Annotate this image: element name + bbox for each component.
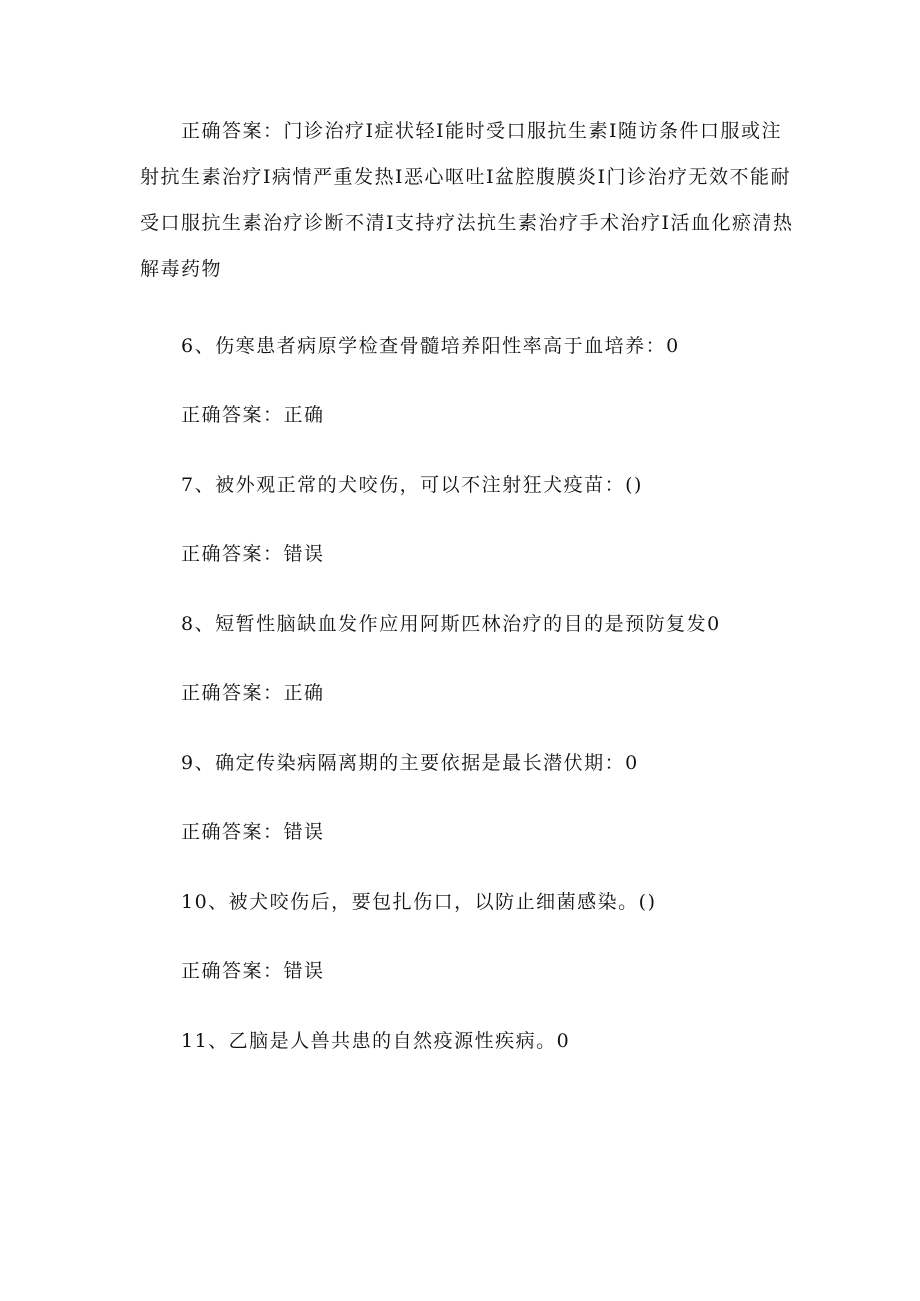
answer-8: 正确答案：正确	[181, 682, 325, 704]
question-9: 9、确定传染病隔离期的主要依据是最长潜伏期：0	[181, 752, 639, 774]
answer-10: 正确答案：错误	[181, 960, 325, 982]
question-6: 6、伤寒患者病原学检查骨髓培养阳性率高于血培养：0	[181, 335, 680, 357]
answer-9: 正确答案：错误	[181, 821, 325, 843]
answer-6: 正确答案：正确	[181, 404, 325, 426]
answer-7: 正确答案：错误	[181, 543, 325, 565]
answer-paragraph-5: 正确答案：门诊治疗I症状轻I能时受口服抗生素I随访条件口服或注射抗生素治疗I病情严重发热I恶心呕吐I盆腔腹膜炎I门诊治疗无效不能耐受口服抗生素治疗诊断不清I支持疗法抗生素治疗手术治疗I活血化瘀清热解毒药物	[140, 120, 794, 280]
question-10: 10、被犬咬伤后，要包扎伤口，以防止细菌感染。()	[181, 891, 657, 913]
question-11: 11、乙脑是人兽共患的自然疫源性疾病。0	[181, 1030, 571, 1052]
question-7: 7、被外观正常的犬咬伤，可以不注射狂犬疫苗：()	[181, 474, 643, 496]
question-8: 8、短暂性脑缺血发作应用阿斯匹林治疗的目的是预防复发0	[181, 613, 721, 635]
